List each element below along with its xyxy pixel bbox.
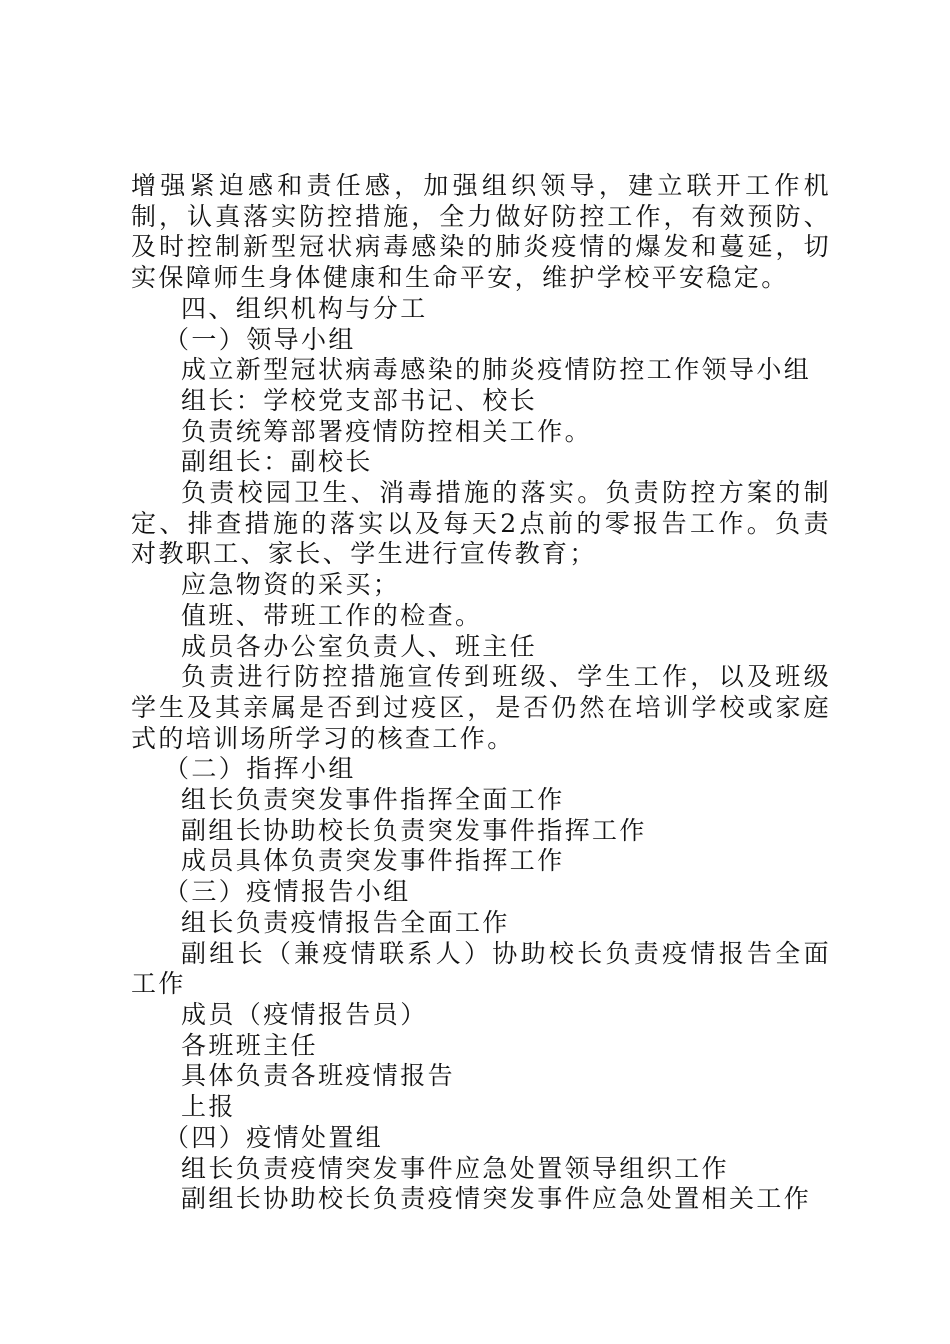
paragraph-command-members: 成员具体负责突发事件指挥工作 [181, 846, 565, 876]
paragraph-command-leader: 组长负责突发事件指挥全面工作 [181, 785, 565, 815]
paragraph-handling-deputy: 副组长协助校长负责疫情突发事件应急处置相关工作 [181, 1184, 812, 1214]
paragraph-reporting-deputy: 副组长（兼疫情联系人）协助校长负责疫情报告全面工作 [131, 938, 831, 999]
paragraph-submit: 上报 [181, 1092, 236, 1122]
paragraph-reporting-leader: 组长负责疫情报告全面工作 [181, 907, 510, 937]
paragraph-members-duty: 负责进行防控措施宣传到班级、学生工作，以及班级学生及其亲属是否到过疫区，是否仍然在培训学校或家庭式的培训场所学习的核查工作。 [131, 662, 831, 753]
paragraph-class-teachers: 各班班主任 [181, 1030, 319, 1060]
paragraph-1: 增强紧迫感和责任感，加强组织领导，建立联开工作机制，认真落实防控措施，全力做好防控工作，有效预防、及时控制新型冠状病毒感染的肺炎疫情的爆发和蔓延，切实保障师生身体健康和生命平安，维护学校平安稳定。 [131, 171, 831, 293]
paragraph-deputy-leader: 副组长：副校长 [181, 447, 373, 477]
paragraph-class-report: 具体负责各班疫情报告 [181, 1061, 456, 1091]
paragraph-command-deputy: 副组长协助校长负责突发事件指挥工作 [181, 815, 647, 845]
paragraph-supplies: 应急物资的采买； [181, 570, 401, 600]
paragraph-leadership-established: 成立新型冠状病毒感染的肺炎疫情防控工作领导小组 [181, 355, 812, 385]
paragraph-duty-check: 值班、带班工作的检查。 [181, 600, 483, 630]
subsection-heading-leadership: （一）领导小组 [164, 324, 356, 354]
subsection-heading-reporting: （三）疫情报告小组 [164, 877, 411, 907]
paragraph-members: 成员各办公室负责人、班主任 [181, 631, 538, 661]
paragraph-reporting-members: 成员（疫情报告员） [181, 999, 428, 1029]
section-heading-organization: 四、组织机构与分工 [181, 293, 428, 323]
paragraph-handling-leader: 组长负责疫情突发事件应急处置领导组织工作 [181, 1153, 730, 1183]
document-body [131, 171, 831, 1215]
paragraph-leader-duty: 负责统筹部署疫情防控相关工作。 [181, 416, 593, 446]
paragraph-deputy-duty: 负责校园卫生、消毒措施的落实。负责防控方案的制定、排查措施的落实以及每天2点前的零报告工作。负责对教职工、家长、学生进行宣传教育； [131, 478, 831, 569]
subsection-heading-command: （二）指挥小组 [164, 754, 356, 784]
subsection-heading-handling: （四）疫情处置组 [164, 1122, 384, 1152]
paragraph-leader: 组长：学校党支部书记、校长 [181, 385, 538, 415]
